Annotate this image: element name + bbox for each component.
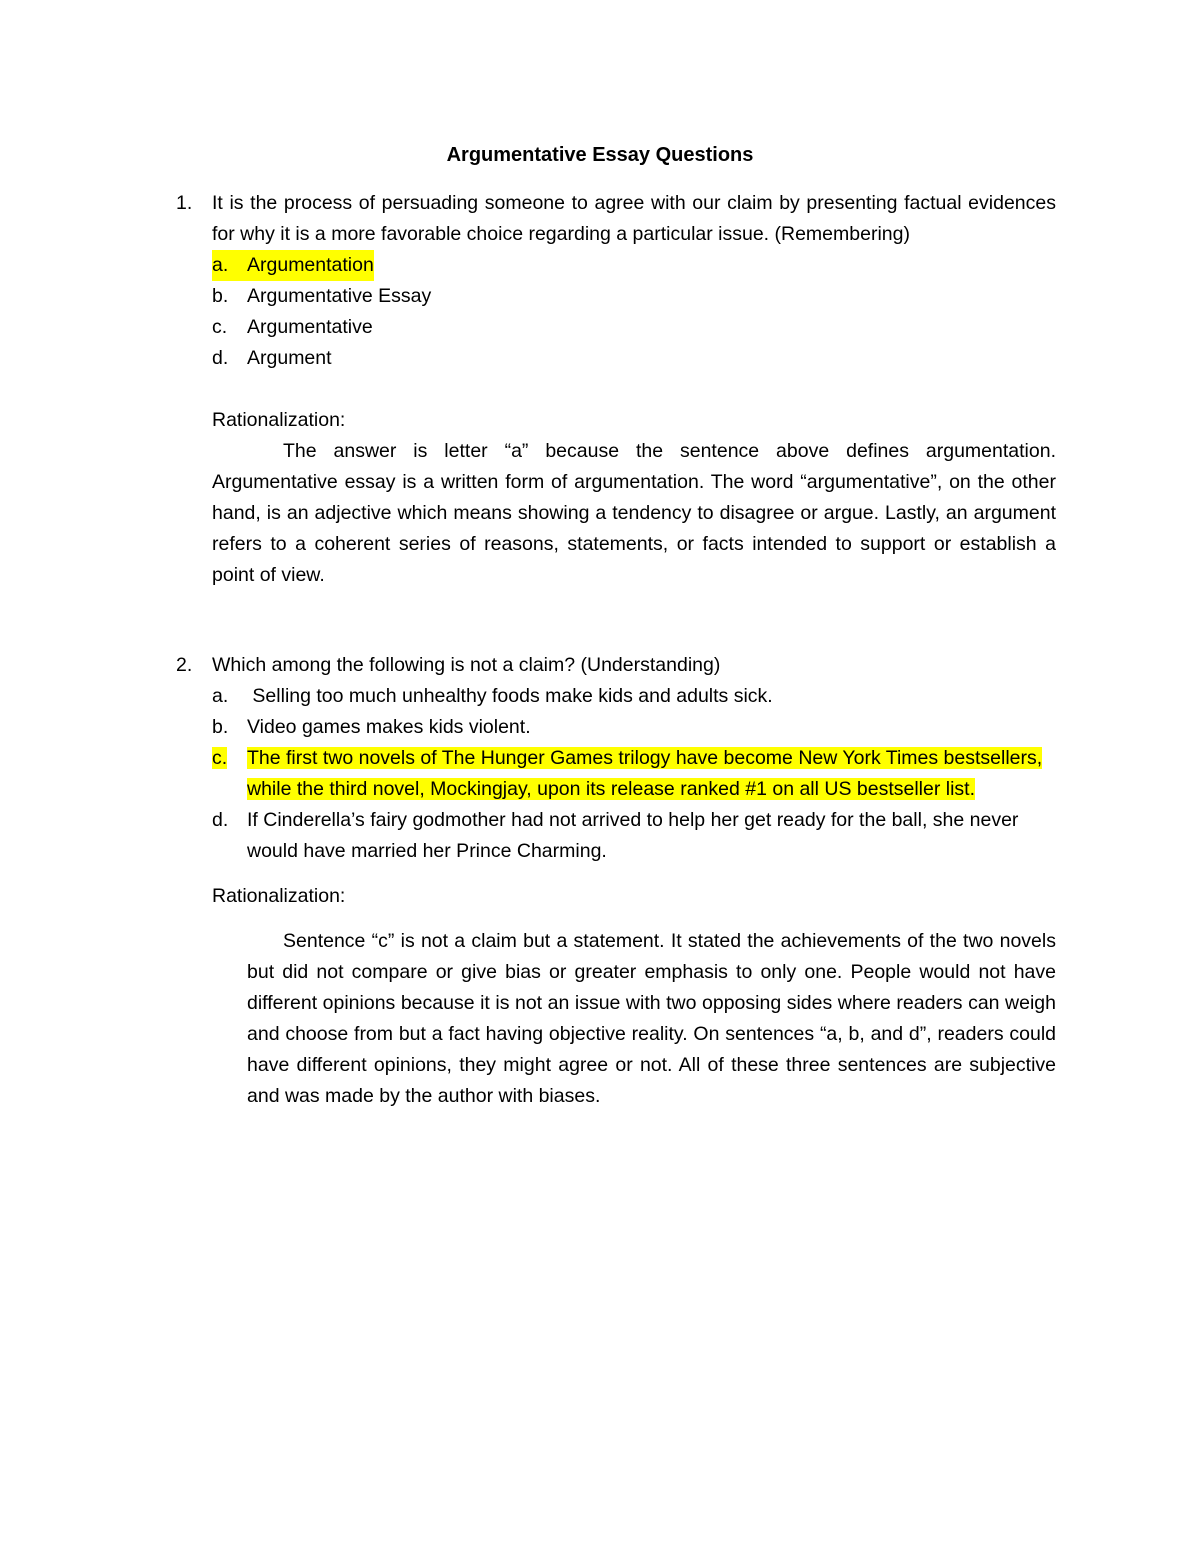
- option-letter: a.: [212, 685, 229, 707]
- option-b: [212, 712, 1056, 743]
- option-letter: c.: [212, 747, 228, 769]
- question-text: Which among the following is not a claim? (Understanding): [212, 654, 721, 676]
- option-letter: a.: [212, 254, 229, 276]
- question-2: [176, 650, 1056, 1112]
- option-letter: c.: [212, 316, 228, 338]
- option-text: Argumentation: [247, 254, 374, 276]
- option-letter: d.: [212, 347, 229, 369]
- option-text: Argumentative: [247, 316, 373, 338]
- option-text: Argument: [247, 347, 332, 369]
- rationalization-text: The answer is letter “a” because the sentence above defines argumentation. Argumentative essay is a written form of argumentation. The word “argumentative”, on the other hand, is an adjective which means showing a tendency to disagree or argue. Lastly, an argument refers to a coherent series of reasons, statements, or facts intended to support or establish a point of view.: [212, 440, 1056, 586]
- option-d: [212, 805, 1056, 867]
- option-d: [212, 343, 1056, 374]
- option-letter: b.: [212, 716, 229, 738]
- rationalization-label: Rationalization:: [212, 409, 346, 431]
- option-text: If Cinderella’s fairy godmother had not arrived to help her get ready for the ball, she never would have married her Prince Charming.: [247, 809, 1019, 862]
- question-text: It is the process of persuading someone to agree with our claim by presenting factual evidences for why it is a more favorable choice regarding a particular issue. (Remembering): [212, 192, 1056, 245]
- option-text: Argumentative Essay: [247, 285, 432, 307]
- highlighted-answer: The first two novels of The Hunger Games trilogy have become New York Times bestsellers, while the third novel, Mockingjay, upon its release ranked #1 on all US bestseller list.: [247, 747, 1043, 800]
- question-number: 1.: [176, 192, 193, 214]
- option-a: [212, 250, 1056, 281]
- option-text: Video games makes kids violent.: [247, 716, 531, 738]
- question-1: [176, 188, 1056, 591]
- question-2-stem: [176, 650, 1056, 681]
- question-number: 2.: [176, 654, 193, 676]
- question-1-stem: [176, 188, 1056, 250]
- option-letter: b.: [212, 285, 229, 307]
- option-b: [212, 281, 1056, 312]
- rationalization-text: Sentence “c” is not a claim but a statement. It stated the achievements of the two novels but did not compare or give bias or greater emphasis to only one. People would not have different opinions because it is not an issue with two opposing sides where readers can weigh and choose from but a fact having objective reality. On sentences “a, b, and d”, readers could have different opinions, they might agree or not. All of these three sentences are subjective and was made by the author with biases.: [247, 930, 1056, 1107]
- option-letter: d.: [212, 809, 229, 831]
- option-a: [212, 681, 1056, 712]
- highlighted-answer: [212, 250, 374, 281]
- document-title: Argumentative Essay Questions: [446, 144, 754, 166]
- option-c: [212, 312, 1056, 343]
- option-c: [212, 743, 1056, 805]
- option-text: Selling too much unhealthy foods make kids and adults sick.: [247, 685, 773, 707]
- rationalization-label: Rationalization:: [212, 885, 346, 907]
